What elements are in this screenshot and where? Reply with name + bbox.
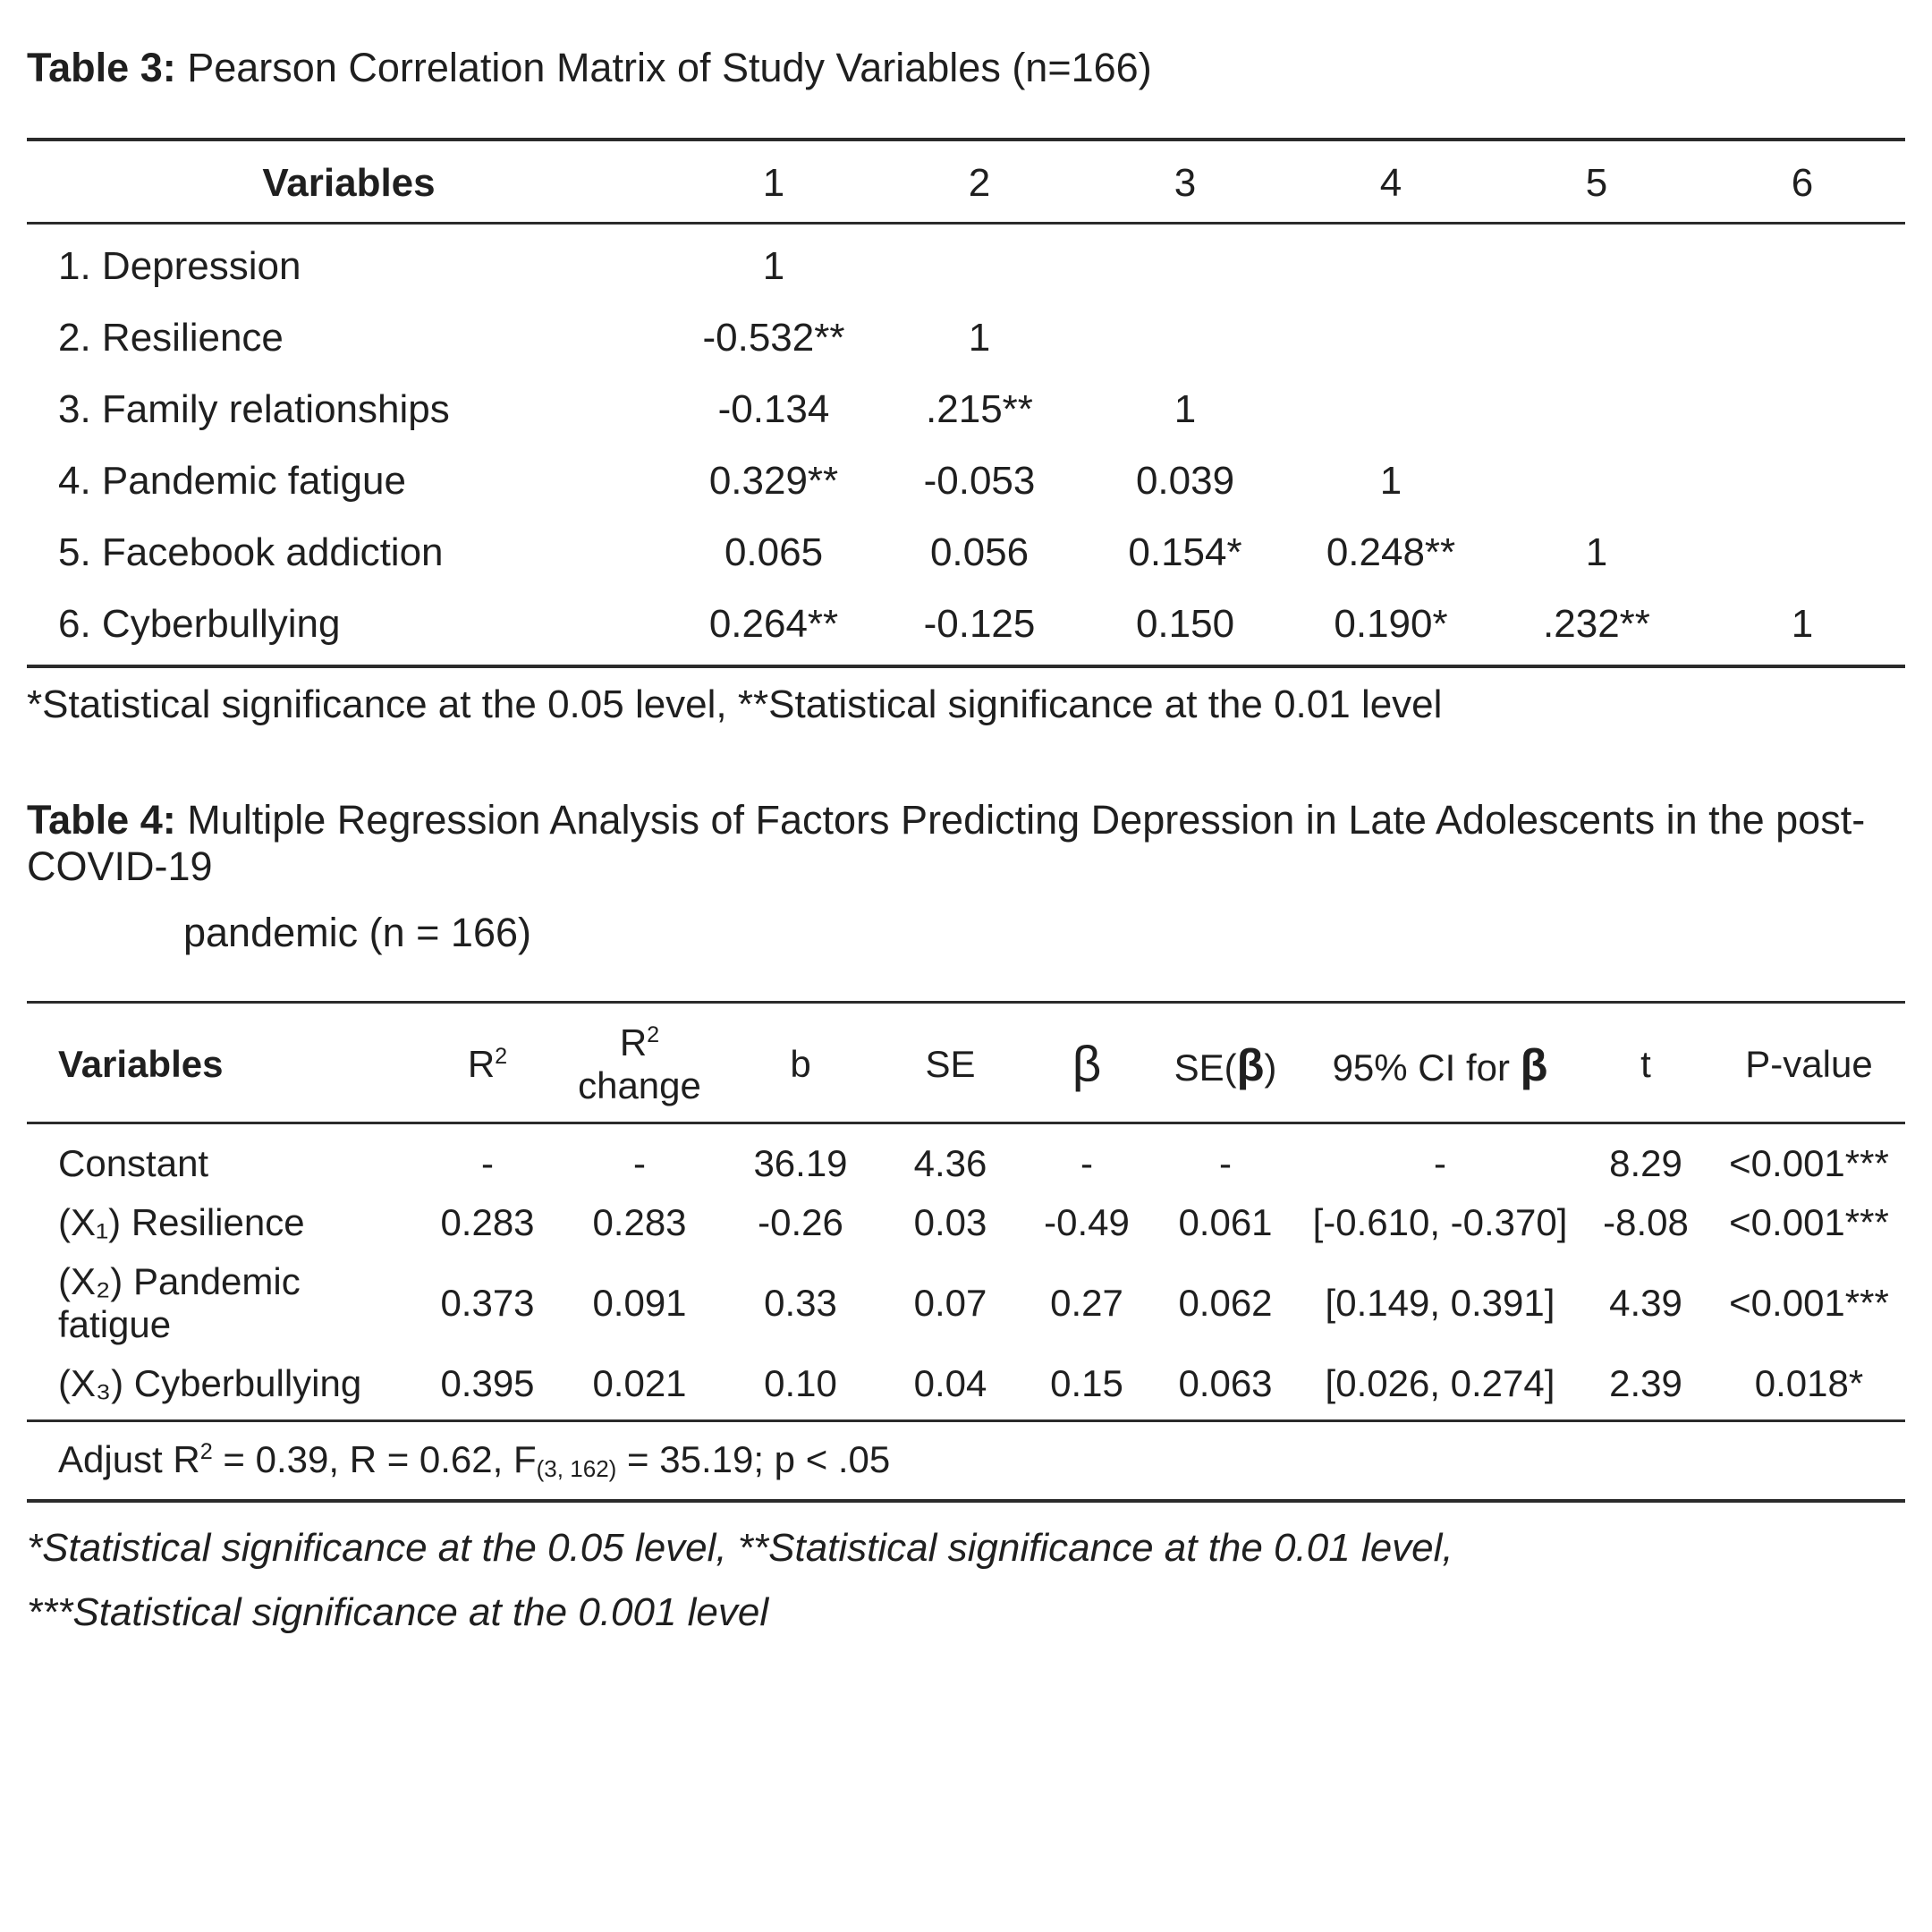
- cell: 1: [968, 316, 991, 360]
- table3-header-2: 2: [877, 140, 1082, 224]
- table3-title: [27, 45, 1905, 91]
- cell: -0.134: [717, 387, 830, 431]
- table3-title-text: Pearson Correlation Matrix of Study Variables (n=166): [187, 45, 1152, 90]
- cell: 1: [1174, 387, 1197, 431]
- cell: -: [633, 1142, 646, 1184]
- table4-header-r2: $R^2$: [420, 1003, 555, 1123]
- table4-header-se: SE: [877, 1003, 1024, 1123]
- cell: <0.001***: [1729, 1201, 1889, 1243]
- table3-title-label: Table 3:: [27, 45, 176, 90]
- cell: 0.15: [1050, 1362, 1123, 1404]
- cell: 0.039: [1135, 459, 1235, 503]
- cell: [1288, 302, 1494, 374]
- cell: [1494, 445, 1699, 517]
- row-label: 4. Pandemic fatigue: [58, 459, 406, 503]
- table3-header-variables: Variables: [27, 140, 671, 224]
- cell: 0.065: [724, 530, 824, 574]
- cell: [1288, 374, 1494, 445]
- cell: [1699, 445, 1905, 517]
- table-row: [27, 1123, 1905, 1194]
- table4-header-se-beta: SE(β): [1149, 1003, 1301, 1123]
- cell: [-0.610, -0.370]: [1312, 1201, 1568, 1243]
- row-label: (X₂) Pandemic fatigue: [58, 1260, 301, 1345]
- table3-header-4: 4: [1288, 140, 1494, 224]
- cell: 0.283: [592, 1201, 687, 1243]
- table4-header-row: [27, 1003, 1905, 1123]
- cell: 4.39: [1609, 1282, 1682, 1324]
- cell: [1699, 302, 1905, 374]
- table3-header-row: [27, 140, 1905, 224]
- cell: 0.150: [1135, 602, 1235, 646]
- regression-table: [27, 1001, 1905, 1503]
- cell: [0.026, 0.274]: [1325, 1362, 1555, 1404]
- cell: <0.001***: [1729, 1142, 1889, 1184]
- table4-footnote-line2: ***Statistical significance at the 0.001 level: [27, 1590, 769, 1635]
- model-summary-row: [27, 1421, 1905, 1502]
- table4-header-ci: 95% CI for β: [1301, 1003, 1579, 1123]
- cell: .232**: [1543, 602, 1650, 646]
- model-summary: Adjust $R^2 = 0.39$, R = 0.62, $F_{(3, 162)} = 35.19$; p < .05: [27, 1421, 1905, 1502]
- cell: 0.061: [1178, 1201, 1273, 1243]
- table4-footnote-line1: *Statistical significance at the 0.05 level, **Statistical significance at the 0.01 level,: [27, 1526, 1453, 1571]
- cell: 0.190*: [1334, 602, 1448, 646]
- cell: 0.07: [913, 1282, 987, 1324]
- correlation-matrix-table: [27, 138, 1905, 668]
- cell: 0.03: [913, 1201, 987, 1243]
- cell: -: [1219, 1142, 1232, 1184]
- cell: [1494, 374, 1699, 445]
- cell: -0.26: [758, 1201, 843, 1243]
- row-label: 5. Facebook addiction: [58, 530, 444, 574]
- cell: 0.062: [1178, 1282, 1273, 1324]
- cell: -: [1080, 1142, 1093, 1184]
- row-label: 2. Resilience: [58, 316, 284, 360]
- cell: 1: [1791, 602, 1814, 646]
- cell: [877, 224, 1082, 303]
- cell: 0.10: [764, 1362, 837, 1404]
- table-row: [27, 589, 1905, 666]
- cell: [1494, 224, 1699, 303]
- cell: 36.19: [753, 1142, 848, 1184]
- cell: 1: [1379, 459, 1402, 503]
- cell: 0.091: [592, 1282, 687, 1324]
- table3-header-1: 1: [671, 140, 877, 224]
- cell: 0.27: [1050, 1282, 1123, 1324]
- cell: [1288, 224, 1494, 303]
- table-row: [27, 224, 1905, 303]
- cell: 0.33: [764, 1282, 837, 1324]
- cell: -: [1434, 1142, 1446, 1184]
- cell: -0.125: [923, 602, 1036, 646]
- row-label: 3. Family relationships: [58, 387, 450, 431]
- table4-header-b: b: [724, 1003, 877, 1123]
- cell: [1699, 224, 1905, 303]
- cell: -8.08: [1603, 1201, 1689, 1243]
- table3-header-3: 3: [1082, 140, 1288, 224]
- table-row: [27, 1354, 1905, 1421]
- table4-header-pvalue: P-value: [1713, 1003, 1905, 1123]
- cell: -0.053: [923, 459, 1036, 503]
- cell: [1699, 517, 1905, 589]
- table-row: [27, 1252, 1905, 1354]
- cell: 0.063: [1178, 1362, 1273, 1404]
- table3-header-6: 6: [1699, 140, 1905, 224]
- cell: .215**: [926, 387, 1033, 431]
- table4-header-t: t: [1579, 1003, 1713, 1123]
- table4-header-variables: Variables: [27, 1003, 420, 1123]
- cell: [1494, 302, 1699, 374]
- cell: 0.264**: [708, 602, 839, 646]
- cell: 2.39: [1609, 1362, 1682, 1404]
- row-label: 6. Cyberbullying: [58, 602, 341, 646]
- table3-header-5: 5: [1494, 140, 1699, 224]
- cell: 0.018*: [1754, 1362, 1864, 1404]
- cell: 0.056: [929, 530, 1030, 574]
- cell: 1: [1585, 530, 1608, 574]
- table4-header-r2-change: $R^2$ change: [555, 1003, 724, 1123]
- cell: 0.04: [913, 1362, 987, 1404]
- cell: -0.532**: [702, 316, 845, 360]
- cell: -: [481, 1142, 494, 1184]
- cell: 1: [762, 244, 785, 288]
- table-row: [27, 1193, 1905, 1252]
- row-label: 1. Depression: [58, 244, 301, 288]
- cell: -0.49: [1044, 1201, 1130, 1243]
- table-row: [27, 445, 1905, 517]
- cell: 0.248**: [1326, 530, 1456, 574]
- table-row: [27, 302, 1905, 374]
- cell: <0.001***: [1729, 1282, 1889, 1324]
- cell: 0.395: [440, 1362, 535, 1404]
- cell: 8.29: [1609, 1142, 1682, 1184]
- row-label: (X₁) Resilience: [58, 1201, 305, 1243]
- row-label: (X₃) Cyberbullying: [58, 1362, 362, 1404]
- table4-title-line1: Multiple Regression Analysis of Factors Predicting Depression in Late Adolescents in the post-COVID-19: [27, 797, 1866, 889]
- table-row: [27, 517, 1905, 589]
- cell: 0.283: [440, 1201, 535, 1243]
- cell: 0.329**: [708, 459, 839, 503]
- cell: 4.36: [913, 1142, 987, 1184]
- cell: [0.149, 0.391]: [1325, 1282, 1555, 1324]
- table3-footnote: *Statistical significance at the 0.05 level, **Statistical significance at the 0.01 level: [27, 682, 1443, 726]
- cell: [1082, 302, 1288, 374]
- table-row: [27, 374, 1905, 445]
- cell: [1082, 224, 1288, 303]
- cell: 0.373: [440, 1282, 535, 1324]
- table4-title-line2: pandemic (n = 166): [183, 910, 531, 955]
- cell: [1699, 374, 1905, 445]
- cell: 0.021: [592, 1362, 687, 1404]
- table4-header-beta: β: [1024, 1003, 1149, 1123]
- cell: 0.154*: [1128, 530, 1242, 574]
- table4-title-label: Table 4:: [27, 797, 176, 843]
- row-label: Constant: [58, 1142, 209, 1184]
- table4-title: [27, 797, 1905, 956]
